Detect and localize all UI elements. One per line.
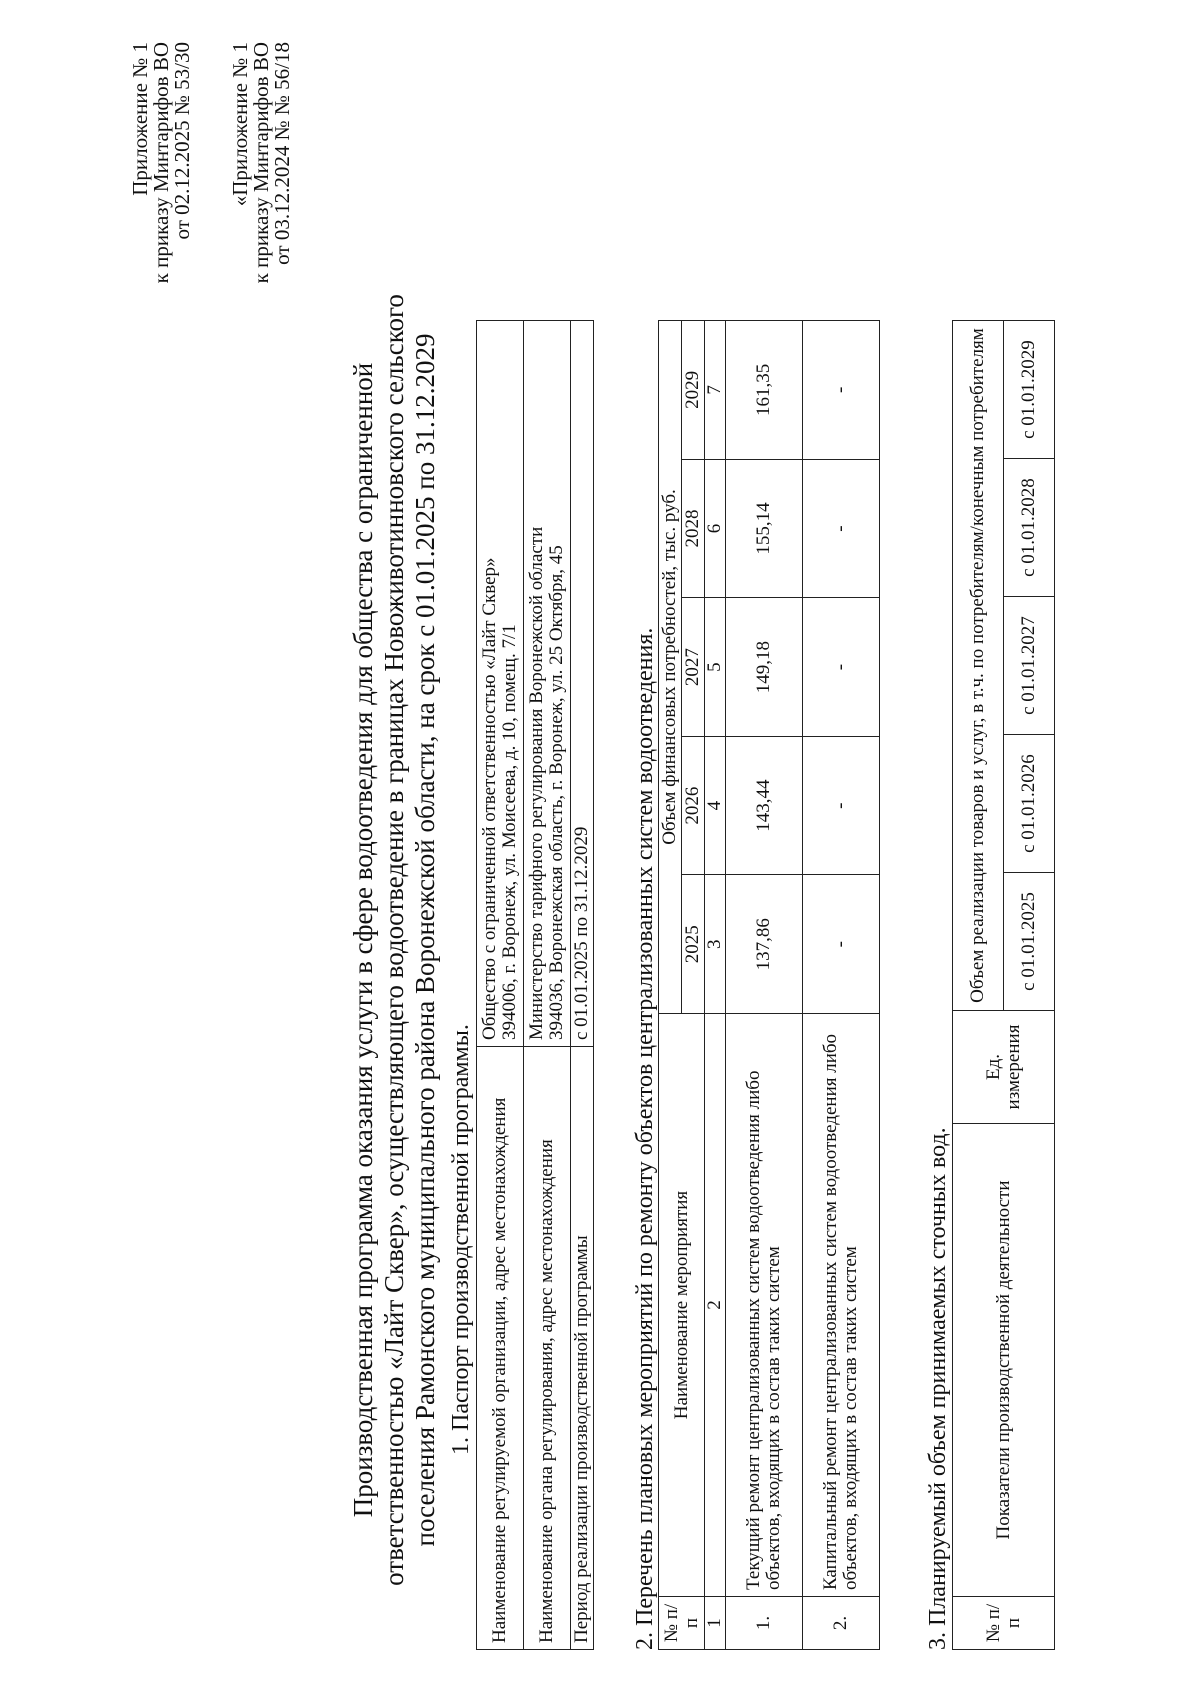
year-header: 2026 — [682, 736, 705, 875]
passport-table — [476, 320, 594, 1650]
table-row — [726, 321, 803, 1650]
passport-row — [477, 321, 524, 1650]
appendix-previous-header — [230, 42, 293, 283]
row-value: 161,35 — [726, 321, 803, 460]
passport-value-line2: 394006, г. Воронеж, ул. Моисеева, д. 10, помещ. 7/1 — [499, 624, 520, 1040]
col-group-header: Объем финансовых потребностей, тыс. руб. — [659, 321, 682, 1014]
column-number-row — [705, 321, 726, 1650]
row-value: - — [803, 736, 880, 875]
period-header: с 01.01.2028 — [1004, 459, 1055, 597]
passport-label: Период реализации производственной программы — [571, 1047, 594, 1650]
period-header: с 01.01.2027 — [1004, 597, 1055, 735]
table-header-row — [953, 321, 1004, 1650]
year-header: 2027 — [682, 598, 705, 737]
column-number: 6 — [705, 459, 726, 598]
row-value: 143,44 — [726, 736, 803, 875]
row-name: Текущий ремонт централизованных систем водоотведения либо объектов, входящих в состав таких систем — [726, 1014, 803, 1597]
section2-heading: 2. Перечень плановых мероприятий по ремонту объектов централизованных систем водоотведения. — [632, 627, 658, 1650]
year-header: 2029 — [682, 321, 705, 460]
row-value: - — [803, 459, 880, 598]
column-number: 3 — [705, 875, 726, 1014]
appendix-current-header — [130, 42, 193, 283]
col-number-header: № п/п — [953, 1597, 1055, 1650]
row-name: Капитальный ремонт централизованных систем водоотведения либо объектов, входящих в состав таких систем — [803, 1014, 880, 1597]
table-header-row — [659, 321, 682, 1650]
period-header: с 01.01.2026 — [1004, 735, 1055, 873]
row-value: - — [803, 598, 880, 737]
row-number: 1. — [726, 1597, 803, 1650]
col-number-header: № п/п — [659, 1597, 705, 1650]
appendix-current-line2: к приказу Минтарифов ВО — [149, 42, 173, 284]
period-header: с 01.01.2029 — [1004, 321, 1055, 459]
passport-value — [477, 321, 524, 1047]
row-number: 2. — [803, 1597, 880, 1650]
passport-value — [571, 321, 594, 1047]
period-header: с 01.01.2025 — [1004, 873, 1055, 1011]
document-title: Производственная программа оказания услуги в сфере водоотведения для общества с ограниченной ответственностью «Лайт Сквер», осуществляющего водоотведение в границах Новоживотинновского сельского поселения Рамонского муниципального района Воронежской области, на срок с 01.01.2025 по 31.12.2029 — [348, 294, 440, 1586]
appendix-previous-line1: «Приложение № 1 — [228, 42, 252, 207]
passport-value-line1: Министерство тарифного регулирования Воронежской области — [526, 526, 547, 1040]
col-indicator-header: Показатели производственной деятельности — [953, 1124, 1055, 1597]
passport-row — [571, 321, 594, 1650]
year-header: 2028 — [682, 459, 705, 598]
passport-value — [524, 321, 571, 1047]
column-number: 2 — [705, 1014, 726, 1597]
row-value: - — [803, 321, 880, 460]
passport-value-line2: 394036, Воронежская область, г. Воронеж, ул. 25 Октября, 45 — [546, 545, 567, 1040]
repair-plan-table — [658, 320, 880, 1650]
row-value: - — [803, 875, 880, 1014]
col-name-header: Наименование мероприятия — [659, 1014, 705, 1597]
section1-heading: 1. Паспорт производственной программы. — [448, 1024, 474, 1455]
column-number: 4 — [705, 736, 726, 875]
row-value: 149,18 — [726, 598, 803, 737]
appendix-current-line3: от 02.12.2025 № 53/30 — [170, 42, 194, 240]
row-value: 137,86 — [726, 875, 803, 1014]
column-number: 1 — [705, 1597, 726, 1650]
passport-row — [524, 321, 571, 1650]
year-header: 2025 — [682, 875, 705, 1014]
passport-value-line1: с 01.01.2025 по 31.12.2029 — [571, 826, 592, 1040]
passport-value-line1: Общество с ограниченной ответственностью «Лайт Сквер» — [479, 557, 500, 1040]
column-number: 7 — [705, 321, 726, 460]
row-value: 155,14 — [726, 459, 803, 598]
column-number: 5 — [705, 598, 726, 737]
passport-label: Наименование регулируемой организации, адрес местонахождения — [477, 1047, 524, 1650]
appendix-previous-line2: к приказу Минтарифов ВО — [249, 42, 273, 284]
passport-label: Наименование органа регулирования, адрес местонахождения — [524, 1047, 571, 1650]
table-row — [803, 321, 880, 1650]
col-unit-header: Ед. измерения — [953, 1011, 1055, 1124]
col-group-header: Объем реализации товаров и услуг, в т.ч. по потребителям/конечным потребителям — [953, 321, 1004, 1011]
rotated-document-page — [130, 42, 1130, 1650]
appendix-current-line1: Приложение № 1 — [128, 42, 152, 196]
section3-heading: 3. Планируемый объем принимаемых сточных вод. — [925, 1127, 951, 1650]
wastewater-volume-table — [952, 320, 1055, 1650]
appendix-previous-line3: от 03.12.2024 № № 56/18 — [270, 42, 294, 265]
